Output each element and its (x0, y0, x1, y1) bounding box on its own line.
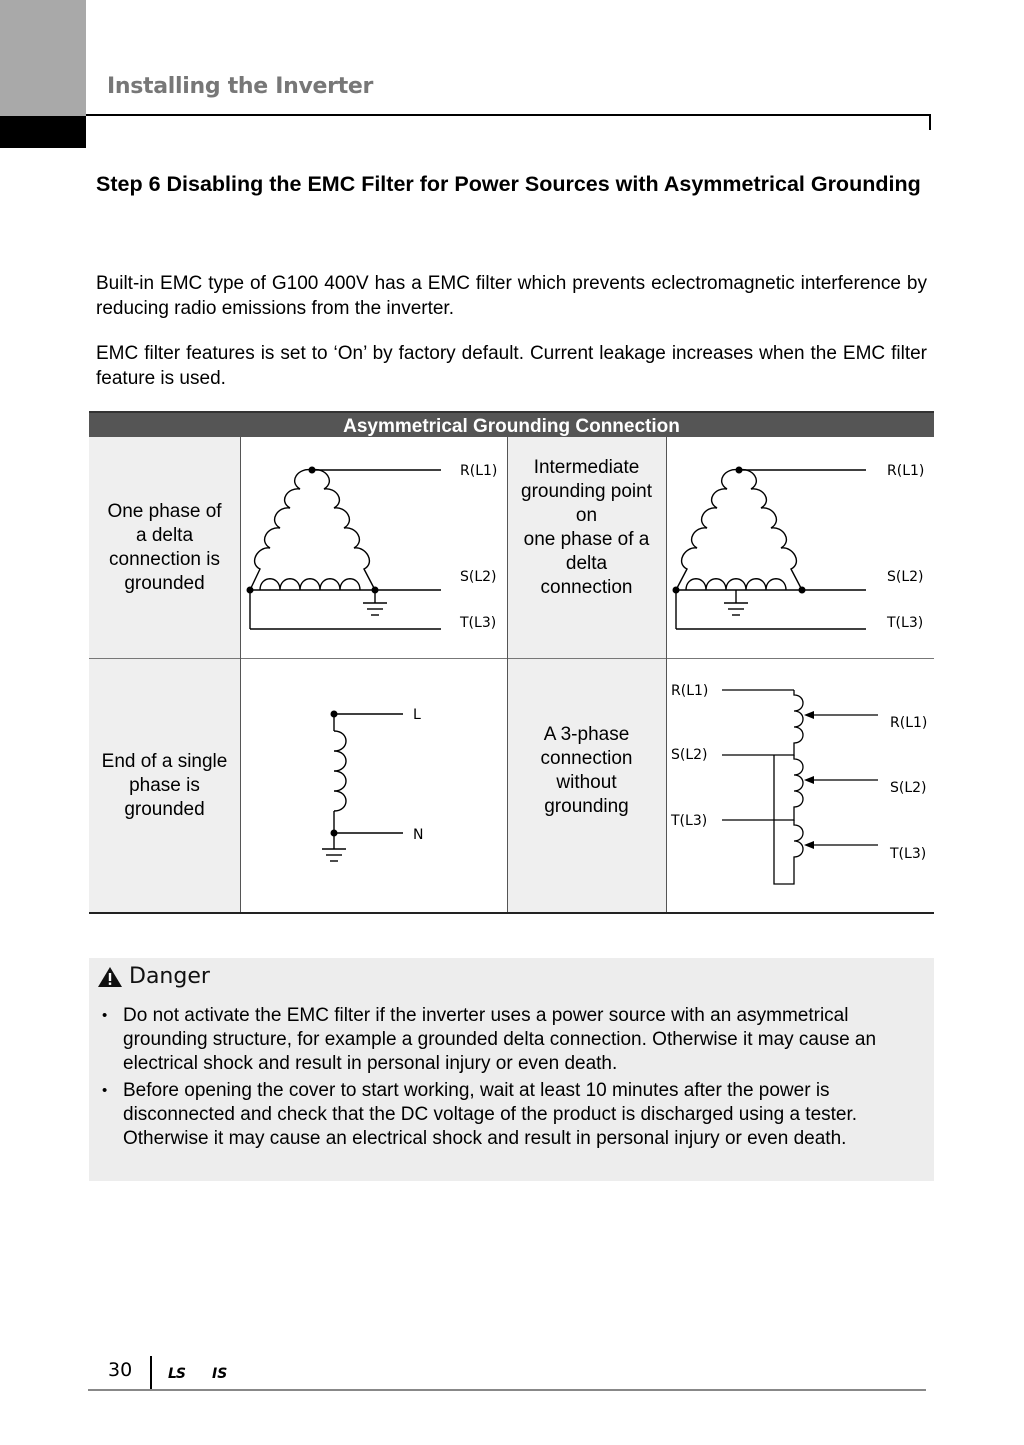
terminal-label: S(L2) (887, 569, 924, 585)
terminal-label: R(L1) (460, 463, 498, 479)
danger-item: • Before opening the cover to start working, wait at least 10 minutes after the power is disconnected and check that the DC voltage of the product is discharged using a tester. Otherwise it may cause an electrical shock and result in personal injury or even death. (99, 1079, 924, 1151)
warning-triangle-icon (97, 966, 123, 988)
delta-grounded-diagram (240, 437, 507, 658)
danger-notice (89, 958, 934, 1181)
delta-intermediate-grounding-diagram (666, 437, 934, 658)
running-header: Installing the Inverter (107, 74, 374, 99)
row-label: Intermediate grounding point on one phase of a delta connection (507, 437, 666, 658)
single-phase-diagram (240, 659, 507, 912)
lsis-logo (168, 1352, 252, 1389)
grounding-table (89, 411, 934, 914)
step-heading: Step 6 Disabling the EMC Filter for Power Sources with Asymmetrical Grounding (96, 172, 921, 196)
footer-separator (150, 1356, 152, 1390)
chapter-tab-marker (0, 116, 86, 148)
chapter-tab (0, 0, 86, 116)
header-rule (86, 114, 931, 116)
terminal-label: T(L3) (887, 615, 924, 631)
terminal-label: S(L2) (890, 780, 927, 796)
terminal-label: R(L1) (671, 683, 709, 699)
terminal-label: L (413, 707, 421, 723)
danger-title: Danger (129, 964, 210, 989)
paragraph: EMC filter features is set to ‘On’ by factory default. Current leakage increases when the EMC filter feature is used. (96, 343, 927, 389)
terminal-label: N (413, 827, 424, 843)
column-divider (666, 437, 667, 912)
terminal-label: S(L2) (460, 569, 497, 585)
terminal-label: T(L3) (890, 846, 927, 862)
svg-text:LS: LS (168, 1366, 186, 1382)
row-label: End of a single phase is grounded (89, 659, 240, 912)
terminal-label: T(L3) (460, 615, 497, 631)
header-rule-end (929, 114, 931, 130)
terminal-label: R(L1) (890, 715, 928, 731)
footer-rule (88, 1389, 926, 1391)
three-phase-no-ground-diagram (666, 659, 934, 912)
row-label: A 3-phase connection without grounding (507, 659, 666, 912)
column-divider (240, 437, 241, 912)
table-title: Asymmetrical Grounding Connection (89, 411, 934, 437)
paragraph: Built-in EMC type of G100 400V has a EMC filter which prevents eclectromagnetic interference by reducing radio emissions from the inverter. (96, 273, 927, 319)
danger-heading (97, 964, 210, 989)
terminal-label: T(L3) (671, 813, 708, 829)
column-divider (507, 437, 508, 912)
terminal-label: R(L1) (887, 463, 925, 479)
page-number: 30 (108, 1359, 133, 1381)
svg-text:IS: IS (212, 1366, 228, 1382)
table-bottom-rule (89, 912, 934, 914)
danger-item: • Do not activate the EMC filter if the inverter uses a power source with an asymmetrical grounding structure, for example a grounded delta connection. Otherwise it may cause an electrical shock and result in personal injury or even death. (99, 1004, 924, 1076)
danger-list (99, 1004, 924, 1154)
terminal-label: S(L2) (671, 747, 708, 763)
row-label: One phase of a delta connection is grounded (89, 437, 240, 658)
